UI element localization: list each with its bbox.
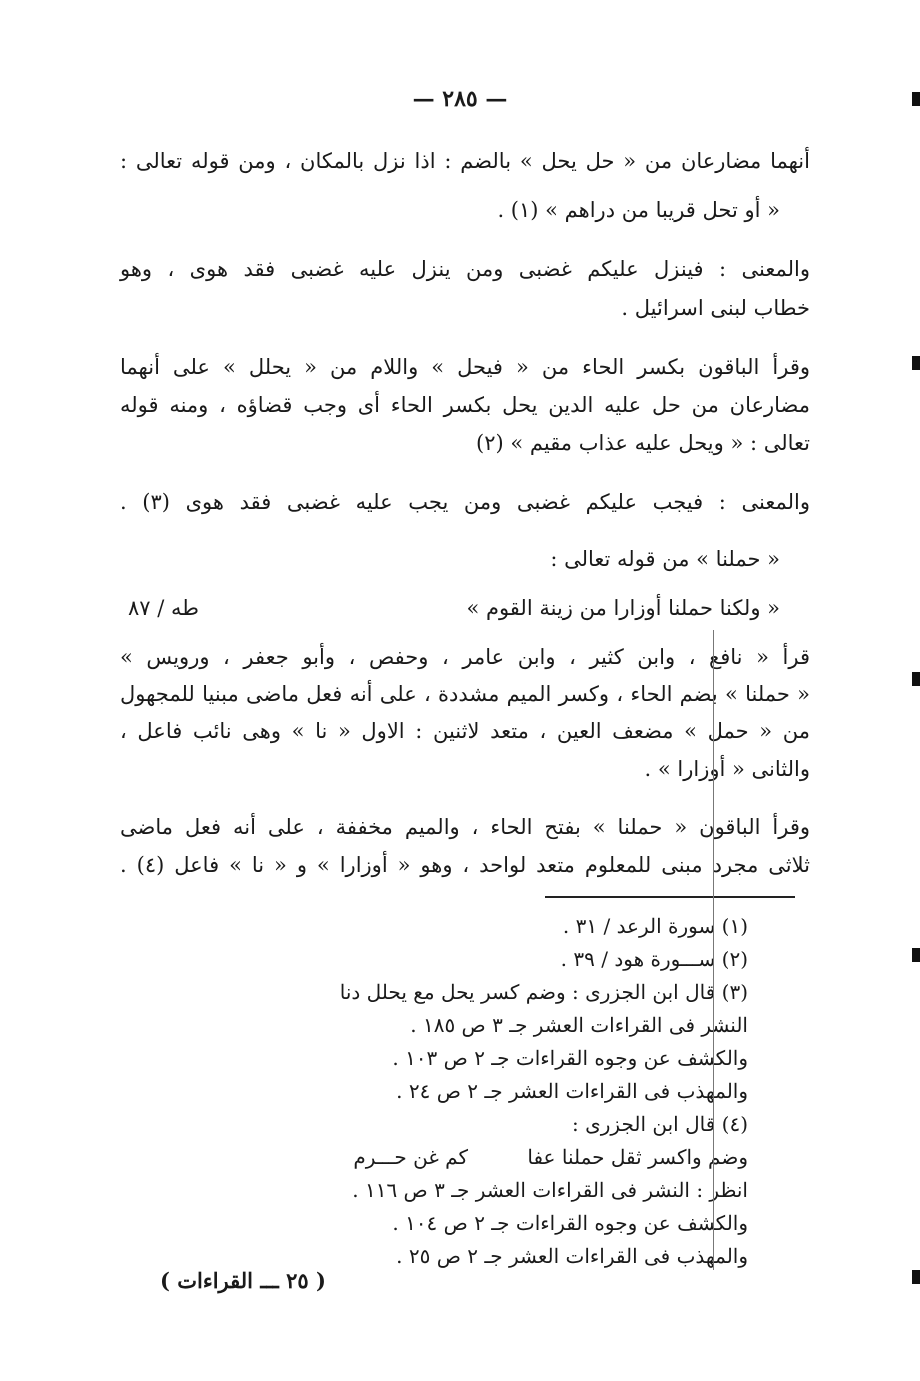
poem-second-hemistich: كم غن حـــرم	[353, 1145, 468, 1169]
footnote-line: النشر فى القراءات العشر جـ ٣ ص ١٨٥ .	[410, 1013, 748, 1037]
body-line: ثلاثى مجرد مبنى للمعلوم متعد لواحد ، وهو « أوزارا » و « نا » فاعل (٤) .	[120, 853, 811, 877]
footnote-line: (١) سورة الرعد / ٣١ .	[562, 914, 748, 938]
body-line: خطاب لبنى اسرائيل .	[621, 296, 810, 320]
footnote-line: والمهذب فى القراءات العشر جـ ٢ ص ٢٥ .	[396, 1244, 748, 1268]
footnote-divider	[545, 896, 795, 898]
edge-mark	[912, 1270, 920, 1284]
page-number: — ٢٨٥ —	[412, 86, 508, 112]
body-line: « حملنا » بضم الحاء ، وكسر الميم مشددة ، على أنه فعل ماضى مبنيا للمجهول	[120, 682, 810, 706]
body-line: « حملنا » من قوله تعالى :	[550, 547, 780, 571]
edge-mark	[912, 356, 920, 370]
body-line: قرأ « نافع ، وابن كثير ، وابن عامر ، وحفص ، وأبو جعفر ، ورويس »	[120, 645, 810, 669]
footnote-line: (٣) قال ابن الجزرى : وضم كسر يحل مع يحلل دنا	[339, 980, 748, 1004]
edge-mark	[912, 672, 920, 686]
body-line: أنهما مضارعان من « حل يحل » بالضم : اذا نزل بالمكان ، ومن قوله تعالى :	[120, 149, 810, 173]
footnote-line: انظر : النشر فى القراءات العشر جـ ٣ ص ١١٦ .	[352, 1178, 748, 1202]
footnote-line: والكشف عن وجوه القراءات جـ ٢ ص ١٠٤ .	[392, 1211, 748, 1235]
page-fold-line	[713, 630, 714, 1270]
body-line: « أو تحل قريبا من دراهم » (١) .	[497, 198, 780, 222]
footnote-line: والكشف عن وجوه القراءات جـ ٢ ص ١٠٣ .	[392, 1046, 748, 1070]
footnote-line: والمهذب فى القراءات العشر جـ ٢ ص ٢٤ .	[396, 1079, 748, 1103]
footnote-line: (٤) قال ابن الجزرى :	[572, 1112, 748, 1136]
body-line: والمعنى : فيجب عليكم غضبى ومن يجب عليه غضبى فقد هوى (٣) .	[120, 490, 810, 514]
verse-reference: طه / ٨٧	[128, 596, 199, 620]
body-line: مضارعان من حل عليه الدين يحل بكسر الحاء أى وجب قضاؤه ، ومنه قوله	[120, 393, 810, 417]
body-line: وقرأ الباقون بكسر الحاء من « فيحل » واللام من « يحلل » على أنهما	[120, 355, 810, 379]
edge-mark	[912, 948, 920, 962]
poem-first-hemistich: وضم واكسر ثقل حملنا عفا	[527, 1145, 748, 1169]
body-line: وقرأ الباقون « حملنا » بفتح الحاء ، والميم مخففة ، على أنه فعل ماضى	[120, 815, 810, 839]
footnote-poem	[353, 1143, 748, 1171]
body-line: والمعنى : فينزل عليكم غضبى ومن ينزل عليه غضبى فقد هوى ، وهو	[120, 257, 810, 281]
body-line: والثانى « أوزارا » .	[644, 757, 810, 781]
verse-quote: « ولكنا حملنا أوزارا من زينة القوم »	[466, 596, 780, 620]
body-line: من « حمل » مضعف العين ، متعد لاثنين : الاول « نا » وهى نائب فاعل ،	[120, 719, 810, 743]
body-line: تعالى : « ويحل عليه عذاب مقيم » (٢)	[476, 431, 810, 455]
printer-signature: ( ٢٥ ـــ القراءات )	[160, 1268, 326, 1293]
footnote-line: (٢) ســـورة هود / ٣٩ .	[560, 947, 748, 971]
